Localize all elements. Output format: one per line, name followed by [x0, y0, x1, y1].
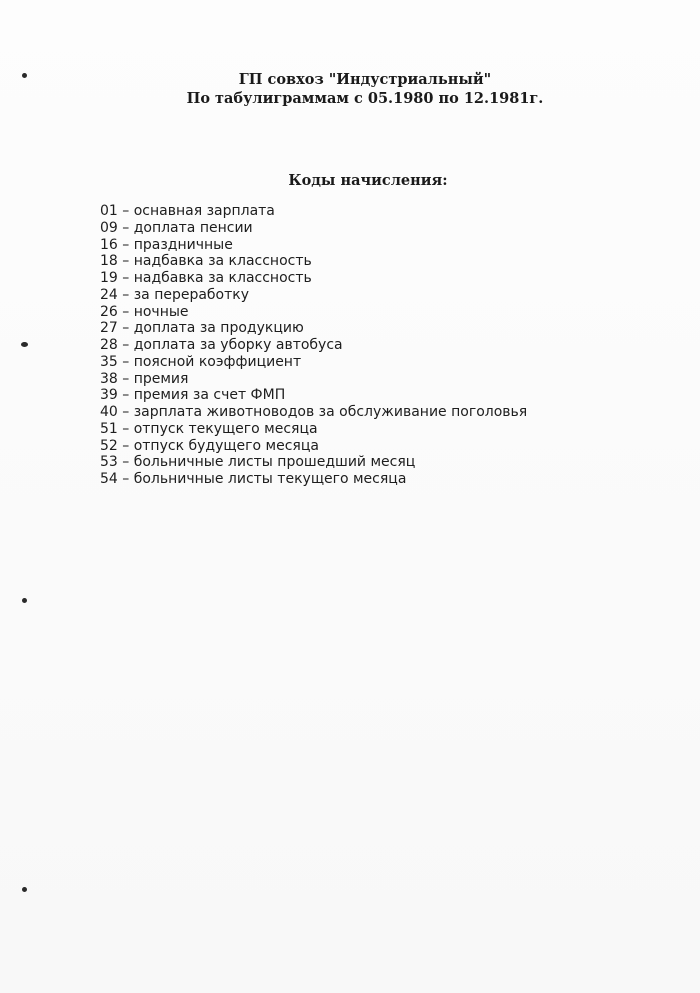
code-item: 27 – доплата за продукцию [100, 320, 304, 337]
code-item: 51 – отпуск текущего месяца [100, 420, 318, 437]
code-item: 18 – надбавка за классность [100, 253, 312, 270]
code-item: 16 – праздничные [100, 236, 233, 253]
code-item: 39 – премия за счет ФМП [100, 387, 286, 404]
code-item: 28 – доплата за уборку автобуса [100, 337, 343, 353]
codes-title: Коды начисления: [288, 172, 448, 189]
code-item: 19 – надбавка за классность [100, 270, 312, 286]
code-item: 54 – больничные листы текущего месяца [100, 471, 407, 487]
codes-list [100, 203, 527, 488]
punch-hole-mark [21, 342, 28, 347]
code-item: 35 – поясной коэффициент [100, 353, 302, 370]
header-period: По табулиграммам с 05.1980 по 12.1981г. [186, 90, 544, 107]
code-item: 09 – доплата пенсии [100, 219, 253, 236]
header-organization: ГП совхоз "Индустриальный" [238, 71, 492, 88]
code-item: 01 – оснавная зарплата [100, 203, 275, 219]
document-header [0, 70, 700, 108]
code-item: 26 – ночные [100, 303, 189, 320]
punch-hole-mark [22, 598, 27, 603]
code-item: 40 – зарплата животноводов за обслуживание поголовья [100, 404, 528, 420]
code-item: 38 – премия [100, 370, 189, 387]
code-item: 24 – за переработку [100, 286, 250, 303]
code-item: 52 – отпуск будущего месяца [100, 437, 319, 454]
code-item: 53 – больничные листы прошедший месяц [100, 454, 416, 471]
punch-hole-mark [22, 887, 27, 892]
